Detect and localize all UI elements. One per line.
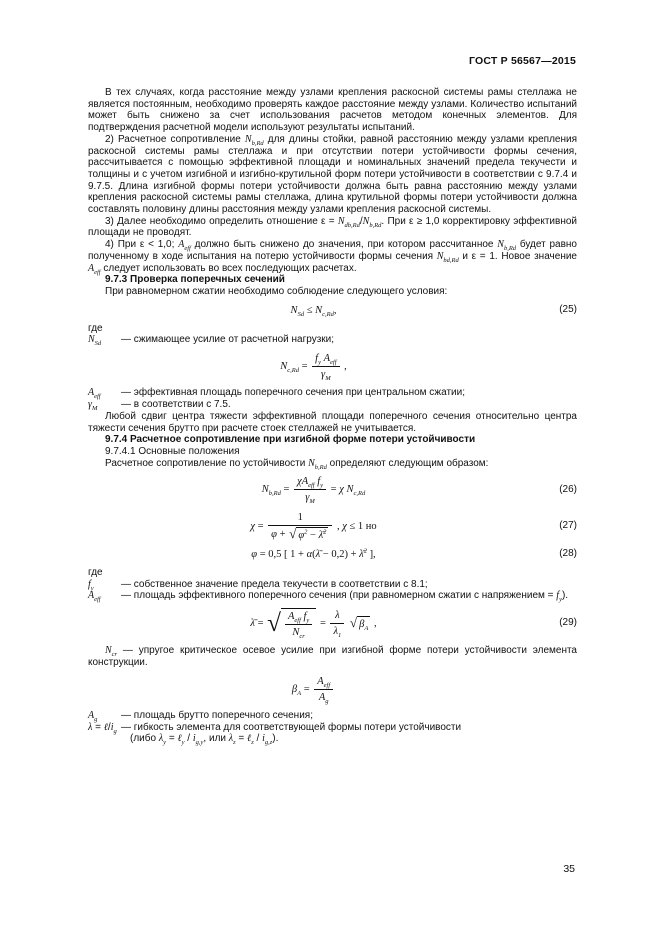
paragraph: [88, 567, 577, 579]
numerator: [268, 511, 332, 526]
subscript: eff: [308, 482, 315, 490]
formula: [88, 608, 539, 639]
math-variable: χ: [297, 476, 302, 488]
definition-term: [88, 387, 121, 399]
text-run: 1: [297, 511, 303, 523]
paragraph: [88, 87, 577, 134]
math-variable: $\beta_A$: [291, 683, 302, 697]
subscript: A: [364, 625, 369, 633]
numerator: [314, 675, 333, 690]
subscript: b,Rd: [268, 490, 281, 498]
text-run: — в соответствии с 7.5.: [121, 399, 231, 411]
math-variable: $\gamma_M$: [305, 492, 315, 506]
formula-row: [88, 608, 577, 639]
math-variable: $N_{Sd}$: [88, 334, 102, 348]
math-variable: $N_{cr}$: [292, 627, 305, 641]
subscript: cr: [299, 633, 305, 641]
superscript: 2: [363, 547, 367, 555]
definition-description: [121, 334, 577, 346]
definition-description: [121, 722, 577, 734]
paragraph: [88, 411, 577, 434]
numerator: [312, 352, 339, 367]
formula-row: [88, 675, 577, 704]
subscript: g,z: [264, 739, 273, 747]
fraction: [294, 475, 326, 504]
subscript: Sd: [297, 310, 305, 318]
radicand: [296, 527, 328, 542]
subscript: Sd: [94, 340, 102, 348]
radical: [350, 616, 370, 631]
radical-sign: √: [349, 615, 358, 631]
text-run: где: [88, 322, 103, 334]
formula-row: [88, 475, 577, 504]
math-variable: $N_{b,Rd}$: [497, 239, 517, 253]
math-variable: φ: [251, 548, 258, 560]
paragraph: [88, 216, 577, 239]
text-run: следует использовать во всех последующих расчетах.: [100, 262, 357, 274]
math-variable: α: [306, 548, 313, 560]
paragraph: [88, 323, 577, 335]
math-variable: $\gamma_M$: [88, 399, 98, 413]
subscript: g: [94, 716, 98, 723]
math-variable: $i_{g,y}$: [192, 733, 204, 747]
math-variable: $\beta_A$: [359, 619, 369, 633]
math-variable: $i_{g,z}$: [262, 733, 273, 747]
text-run: При равномерном сжатии необходимо соблюдение следующего условия:: [105, 285, 448, 297]
math-variable: ℓ$_y$: [177, 733, 185, 747]
text-run: ,: [334, 520, 343, 532]
fraction: [330, 609, 344, 638]
math-variable: $N_{c,Rd}$: [346, 484, 366, 498]
text-run: /: [359, 215, 363, 227]
math-variable: $N_{b,Rd}$: [362, 215, 382, 229]
math-variable: $A_{eff}$: [88, 262, 101, 276]
subscript: z: [251, 739, 254, 747]
text-run: 9.7.4 Расчетное сопротивление при изгибной форме потери устойчивости: [105, 434, 476, 446]
superscript: 2: [323, 528, 327, 536]
formula: [88, 511, 539, 542]
math-variable: λ̄$^2$: [318, 528, 327, 541]
subscript: eff: [323, 681, 331, 689]
subscript: c,Rd: [353, 490, 366, 498]
math-variable: $A_{eff}$: [287, 611, 301, 625]
subscript: y: [320, 482, 324, 490]
math-variable: λ: [88, 721, 93, 733]
math-variable: $A_{eff}$: [88, 387, 101, 401]
radicand: [357, 616, 370, 631]
definition-row: [88, 387, 577, 399]
formula-row: [88, 548, 577, 561]
text-run: — собственное значение предела текучести в соответствии с 8.1;: [121, 578, 428, 590]
denominator: [330, 624, 344, 638]
math-variable: ℓ$_z$: [247, 733, 254, 747]
definition-term: [88, 722, 121, 734]
math-variable: $\gamma_M$: [321, 369, 331, 383]
math-variable: λ̄$^2$: [359, 547, 367, 560]
definition-row: [88, 334, 577, 346]
math-variable: $f_y$: [556, 590, 562, 604]
subscript: eff: [184, 245, 191, 253]
text-run: . При ε ≥ 1,0 корректировку эффективной площади не проводят.: [88, 215, 577, 239]
text-run: В тех случаях, когда расстояние между узлами крепления раскосной системы рамы стеллажа не является постоянным, необходимо проверять каждое расстояние между узлами. Количество испытаний может быть снижено за счет использования расчетов методом конечных элементов. Для подтверждения расчетной модели используют результаты испытаний.: [88, 87, 577, 134]
text-run: — эффективная площадь поперечного сечения при центральном сжатии;: [121, 387, 465, 399]
text-run: =: [166, 733, 178, 745]
formula: [88, 475, 539, 504]
text-run: Расчетное сопротивление по устойчивости: [105, 457, 309, 469]
denominator: [314, 690, 333, 704]
text-run: — площадь брутто поперечного сечения;: [121, 710, 313, 721]
definition-term: [88, 590, 121, 602]
text-run: — площадь эффективного поперечного сечения (при равномерном сжатии с напряжением =: [121, 590, 557, 602]
document-body: [88, 87, 577, 745]
math-variable: $N_{b,Rd}$: [244, 133, 264, 147]
text-run: ,: [333, 304, 337, 316]
paragraph: [88, 446, 577, 458]
paragraph: [88, 239, 577, 274]
math-variable: χ: [250, 520, 255, 532]
math-variable: $A_{eff}$: [178, 239, 191, 253]
text-run: ,: [341, 361, 347, 373]
text-run: — упругое критическое осевое усилие при изгибной форме потери устойчивости элемента конструкции.: [88, 645, 577, 669]
formula-number: (26): [559, 483, 577, 495]
formula-number: (27): [559, 519, 577, 531]
paragraph: [88, 458, 577, 470]
subscript: cr: [111, 651, 118, 659]
text-run: =: [328, 484, 340, 496]
denominator: [268, 526, 332, 542]
formula: [88, 304, 539, 317]
text-run: ,: [371, 618, 377, 630]
subscript: b,Rd: [369, 221, 382, 229]
subscript: eff: [330, 359, 337, 367]
text-run: должно быть снижено до значения, при котором рассчитанное: [190, 239, 498, 251]
subscript: y: [318, 359, 321, 367]
math-variable: $A_{eff}$: [323, 353, 337, 367]
math-variable: $N_{b,Rd}$: [261, 484, 281, 498]
denominator: [294, 490, 326, 504]
math-variable: $N_{bd,Rd}$: [436, 250, 459, 264]
subscript: eff: [94, 393, 101, 401]
definition-term: [88, 579, 121, 591]
text-run: +: [276, 528, 289, 540]
subscript: b,Rd: [314, 463, 327, 471]
paragraph: [88, 733, 577, 745]
formula-row: [88, 352, 577, 381]
text-run: определяют следующим образом:: [326, 457, 489, 469]
paragraph: [88, 134, 577, 216]
subscript: z: [233, 739, 236, 747]
formula-number: (28): [559, 548, 577, 560]
text-run: 4) При ε < 1,0;: [105, 239, 179, 251]
subscript: M: [325, 375, 331, 383]
subscript: b,Rd: [503, 245, 517, 253]
radical-sign: √: [289, 526, 297, 542]
text-run: ≤ 1 но: [346, 520, 377, 532]
subscript: c,Rd: [287, 367, 299, 375]
fraction: [314, 675, 333, 704]
text-run: =: [235, 733, 248, 745]
subscript: eff: [94, 268, 101, 276]
definition-term: [88, 710, 121, 722]
math-variable: $N_{cr}$: [105, 645, 118, 659]
numerator: [294, 475, 326, 490]
denominator: [285, 625, 312, 639]
radical: [289, 527, 328, 542]
formula-number: (25): [559, 303, 577, 315]
subscript: g,y: [195, 739, 204, 747]
math-variable: $N_{c,Rd}$: [315, 304, 334, 318]
math-variable: λ: [335, 610, 340, 622]
subscript: y: [306, 617, 310, 625]
text-run: =: [280, 484, 293, 496]
text-run: ],: [366, 548, 376, 560]
radical-sign: √: [267, 609, 281, 637]
math-variable: $\lambda_z$: [228, 733, 236, 747]
definition-row: [88, 399, 577, 411]
section-heading: [88, 274, 577, 286]
text-run: [346, 617, 349, 630]
text-run: /: [107, 721, 111, 733]
math-variable: $A_g$: [318, 691, 329, 705]
text-run: /: [253, 733, 263, 745]
text-run: — сжимающее усилие от расчетной нагрузки;: [121, 334, 335, 346]
subscript: 1: [338, 632, 342, 640]
section-heading: [88, 434, 577, 446]
formula: [88, 352, 539, 381]
math-variable: $A_g$: [88, 710, 98, 723]
subscript: g: [113, 727, 117, 735]
math-variable: $f_y$: [303, 611, 310, 625]
subscript: M: [309, 498, 315, 506]
definition-row: [88, 722, 577, 734]
radicand: [281, 608, 316, 639]
text-run: 3) Далее необходимо определить отношение ε =: [105, 215, 338, 227]
text-run: 2) Расчетное сопротивление: [105, 133, 245, 145]
document-code-header: ГОСТ Р 56567—2015: [468, 55, 576, 67]
formula-row: [88, 304, 577, 317]
math-variable: $\lambda_1$: [333, 626, 342, 640]
definition-row: [88, 710, 577, 722]
definition-term: [88, 399, 121, 411]
text-run: =: [298, 361, 311, 373]
text-run: где: [88, 566, 103, 578]
text-run: =: [92, 721, 104, 733]
math-variable: χ: [342, 520, 347, 532]
text-run: (: [312, 548, 316, 560]
fraction: [285, 610, 312, 639]
text-run: =: [301, 683, 313, 695]
text-run: − 0,2) +: [320, 548, 360, 560]
denominator: [312, 367, 339, 381]
subscript: g: [325, 697, 329, 705]
text-run: −: [307, 529, 319, 541]
subscript: y: [181, 739, 185, 747]
fraction: [312, 352, 339, 381]
definition-description: [121, 387, 577, 399]
subscript: bd,Rd: [443, 256, 459, 264]
definition-row: [88, 579, 577, 591]
text-run: =: [254, 618, 267, 630]
numerator: [285, 610, 312, 625]
math-variable: $A_{eff}$: [88, 590, 101, 604]
math-variable: $N_{b,Rd}$: [308, 457, 327, 471]
text-run: будет равно полученному в ходе испытания на потерю устойчивости формы сечения: [88, 239, 577, 262]
math-variable: $f_y$: [317, 476, 324, 490]
math-variable: φ: [271, 528, 277, 540]
text-run: — гибкость элемента для соответствующей формы потери устойчивости: [121, 721, 462, 733]
text-run: 9.7.4.1 Основные положения: [105, 445, 240, 457]
math-variable: $\lambda_y$: [158, 733, 167, 747]
formula-row: [88, 511, 577, 542]
definition-description: [121, 710, 577, 722]
math-variable: $f_y$: [315, 353, 321, 367]
math-variable: $A_{eff}$: [301, 476, 315, 490]
page-number: 35: [563, 863, 575, 875]
text-run: ).: [561, 590, 569, 602]
text-run: ).: [272, 733, 279, 745]
text-run: (либо: [130, 733, 159, 745]
text-run: = 0,5 [ 1 +: [257, 548, 307, 560]
math-variable: $N_{Sd}$: [290, 304, 305, 318]
math-variable: $f_y$: [88, 578, 94, 592]
paragraph: [88, 645, 577, 668]
text-run: и ε = 1. Новое значение: [458, 250, 577, 262]
subscript: c,Rd: [322, 310, 334, 318]
text-run: ≤: [304, 304, 316, 316]
text-run: /: [184, 733, 193, 745]
formula-number: (29): [559, 617, 577, 629]
subscript: b,Rd: [251, 139, 264, 147]
subscript: y: [559, 596, 562, 604]
text-run: =: [254, 520, 267, 532]
subscript: db,Rd: [344, 221, 360, 229]
subscript: eff: [294, 617, 301, 625]
math-variable: $\varphi^2$: [298, 528, 308, 541]
math-variable: $A_{eff}$: [317, 675, 331, 689]
text-run: =: [317, 618, 329, 630]
math-variable: λ̄: [250, 618, 255, 630]
radical: [267, 608, 316, 639]
subscript: eff: [94, 596, 101, 604]
formula: [88, 675, 539, 704]
text-run: 9.7.3 Проверка поперечных сечений: [105, 274, 285, 286]
definition-description: [121, 399, 577, 411]
paragraph: [88, 286, 577, 298]
definition-description: [121, 590, 577, 602]
math-variable: ℓ: [103, 721, 108, 733]
definition-row: [88, 590, 577, 602]
math-variable: $i_g$: [110, 721, 117, 735]
text-run: Любой сдвиг центра тяжести эффективной площади поперечного сечения относительно центра тяжести сечения брутто при расчете стоек стеллажей не учитывается.: [88, 410, 577, 434]
definition-description: [121, 579, 577, 591]
formula: [88, 548, 539, 561]
numerator: [330, 609, 344, 624]
fraction: [268, 511, 332, 542]
subscript: M: [91, 405, 98, 413]
subscript: y: [90, 584, 94, 592]
math-variable: $N_{c,Rd}$: [280, 361, 299, 375]
superscript: 2: [304, 528, 308, 536]
subscript: y: [163, 739, 167, 747]
math-variable: $N_{db,Rd}$: [337, 215, 360, 229]
math-variable: χ: [339, 484, 344, 496]
math-variable: λ̄: [315, 548, 321, 560]
definition-term: [88, 334, 121, 346]
subscript: A: [297, 689, 302, 697]
text-run: , или: [203, 733, 229, 745]
text-run: для длины стойки, равной расстоянию между узлами крепления раскосной системы рамы стеллажа и при отсутствии потери устойчивости формы сечения, рассчитывается с помощью эффективной площади и номинальных значений предела текучести и толщины и с учетом изгибной и изгибно-крутильной форм потери устойчивости в соответствии с 9.7.4 и 9.7.5. Длина изгибной формы потери устойчивости должна быть равна расстоянию между узлами крепления раскосной системы рамы стеллажа, длина крутильной формы потери устойчивости должна составлять половину длины расстояния между узлами крепления раскосной системы.: [88, 133, 577, 216]
